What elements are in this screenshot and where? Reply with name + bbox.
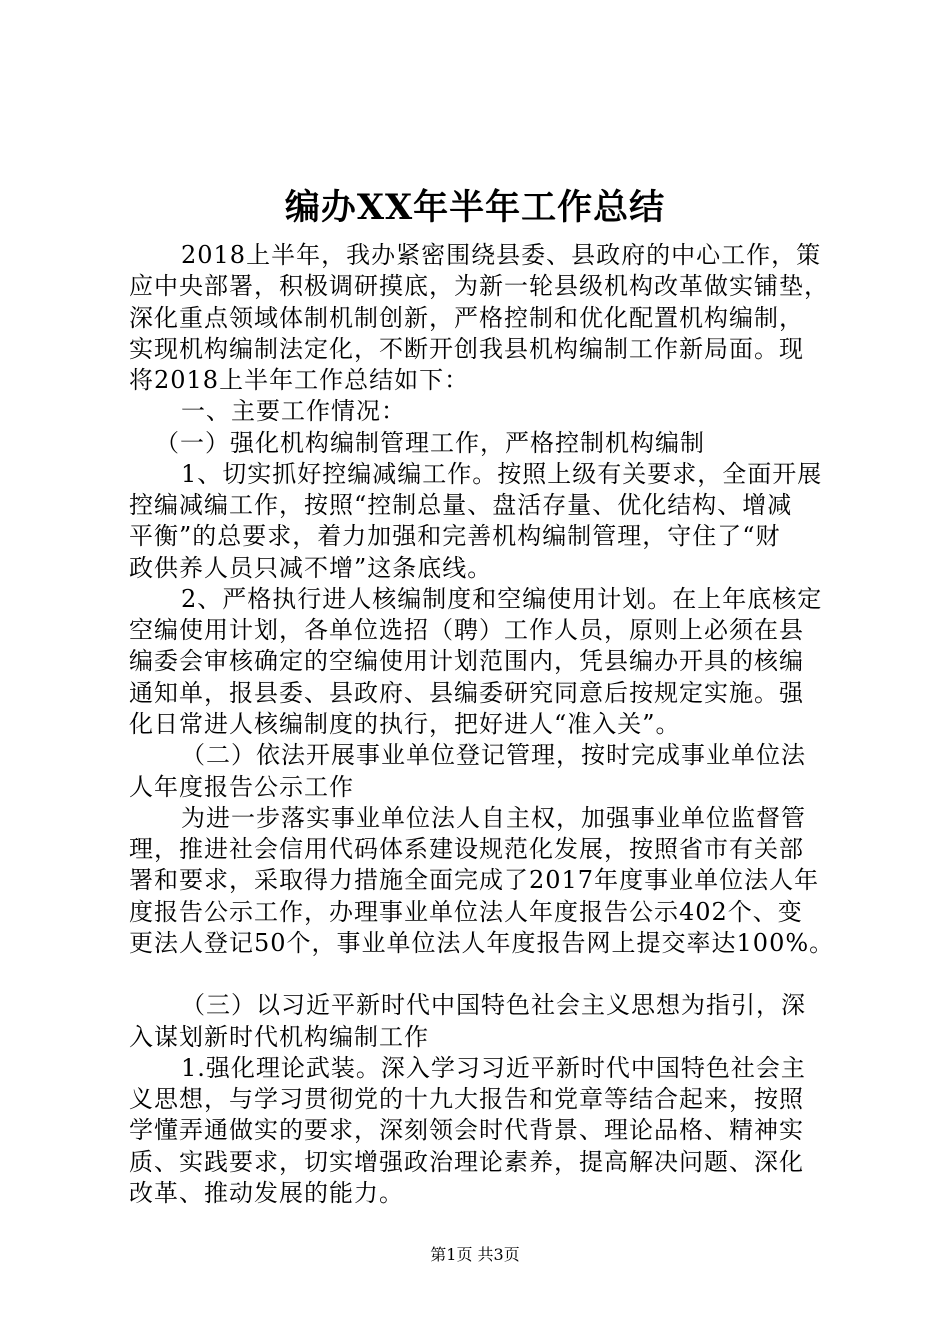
paragraph-line: 平衡”的总要求，着力加强和完善机构编制管理，守住了“财: [129, 522, 781, 550]
paragraph-line: 将2018上半年工作总结如下：: [129, 366, 470, 394]
paragraph-line: 深化重点领域体制机制创新，严格控制和优化配置机构编制，: [129, 304, 804, 332]
paragraph-line: 理，推进社会信用代码体系建设规范化发展，按照省市有关部: [129, 835, 804, 863]
section-heading: 一、主要工作情况：: [181, 397, 406, 425]
paragraph-line: 署和要求，采取得力措施全面完成了2017年度事业单位法人年: [129, 866, 820, 894]
paragraph-line: 2018上半年，我办紧密围绕县委、县政府的中心工作，策: [181, 241, 822, 269]
paragraph-line: 政供养人员只减不增”这条底线。: [129, 554, 493, 582]
paragraph-line: 编委会审核确定的空编使用计划范围内，凭县编办开具的核编: [129, 647, 804, 675]
subsection-heading: （二）依法开展事业单位登记管理，按时完成事业单位法: [181, 741, 806, 769]
paragraph-line: 通知单，报县委、县政府、县编委研究同意后按规定实施。强: [129, 679, 804, 707]
page-footer: 第1页 共3页: [430, 1245, 520, 1264]
paragraph-line: 应中央部署，积极调研摸底，为新一轮县级机构改革做实铺垫，: [129, 272, 829, 300]
subsection-heading: 入谋划新时代机构编制工作: [129, 1023, 429, 1051]
paragraph-line: 度报告公示工作，办理事业单位法人年度报告公示402个、变: [129, 898, 803, 926]
paragraph-line: 义思想，与学习贯彻党的十九大报告和党章等结合起来，按照: [129, 1085, 804, 1113]
paragraph-line: 控编减编工作，按照“控制总量、盘活存量、优化结构、增减: [129, 491, 793, 519]
paragraph-line: 1.强化理论武装。深入学习习近平新时代中国特色社会主: [181, 1054, 806, 1082]
document-title: 编办XX年半年工作总结: [284, 187, 666, 228]
paragraph-line: 化日常进人核编制度的执行，把好进人“准入关”。: [129, 710, 681, 738]
paragraph-line: 实现机构编制法定化，不断开创我县机构编制工作新局面。现: [129, 335, 804, 363]
paragraph-line: 改革、推动发展的能力。: [129, 1179, 404, 1207]
subsection-heading: （三）以习近平新时代中国特色社会主义思想为指引，深: [181, 991, 806, 1019]
paragraph-line: 学懂弄通做实的要求，深刻领会时代背景、理论品格、精神实: [129, 1116, 804, 1144]
subsection-heading: （一）强化机构编制管理工作，严格控制机构编制: [155, 429, 705, 457]
paragraph-line: 为进一步落实事业单位法人自主权，加强事业单位监督管: [181, 804, 806, 832]
paragraph-line: 更法人登记50个，事业单位法人年度报告网上提交率达100%。: [129, 929, 835, 957]
paragraph-line: 空编使用计划，各单位选招（聘）工作人员，原则上必须在县: [129, 616, 804, 644]
paragraph-line: 2、严格执行进人核编制度和空编使用计划。在上年底核定: [181, 585, 823, 613]
paragraph-line: 质、实践要求，切实增强政治理论素养，提高解决问题、深化: [129, 1148, 804, 1176]
subsection-heading: 人年度报告公示工作: [129, 773, 354, 801]
paragraph-line: 1、切实抓好控编减编工作。按照上级有关要求，全面开展: [181, 460, 823, 488]
